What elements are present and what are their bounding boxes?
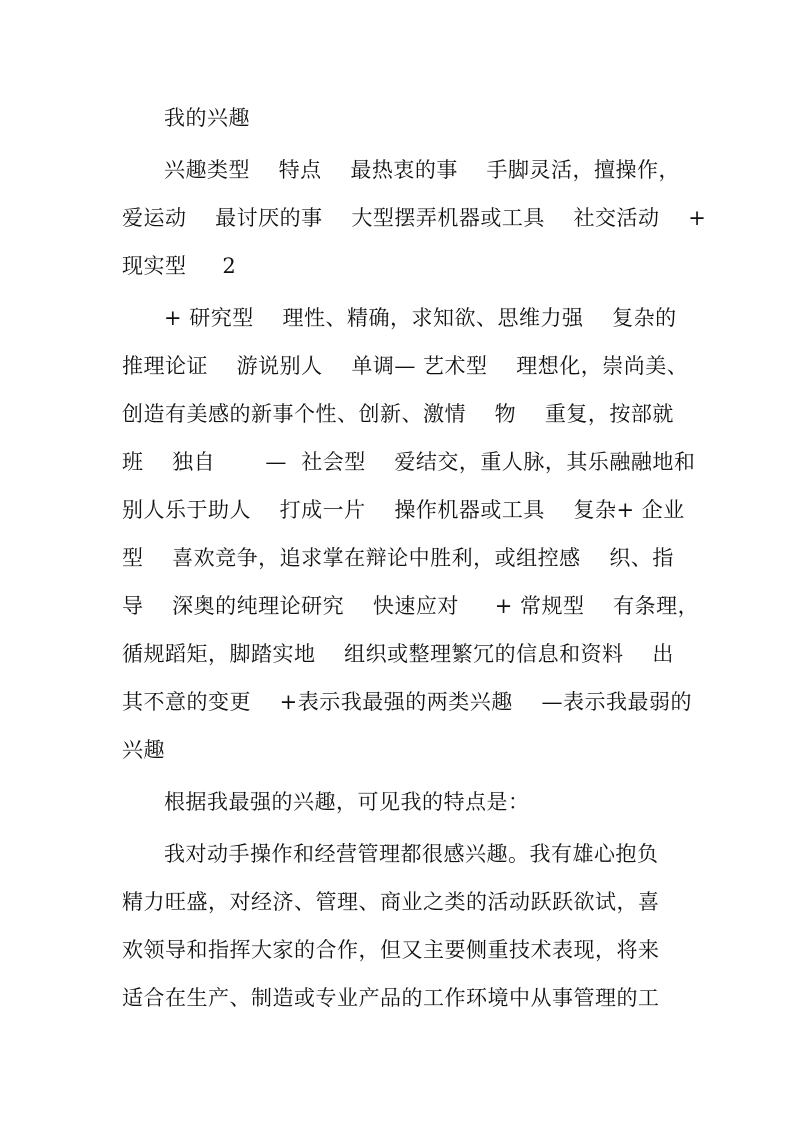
heading-my-interests: 我的兴趣 (164, 106, 250, 130)
paragraph-line: 根据我最强的兴趣，可见我的特点是： (164, 790, 530, 814)
paragraph-line: 推理论证 游说别人 单调— 艺术型 理想化，崇尚美、 (122, 354, 689, 378)
paragraph-line: 型 喜欢竞争，追求掌在辩论中胜利，或组控感 织、指 (122, 546, 674, 570)
paragraph-line: 兴趣 (122, 738, 165, 762)
paragraph-line: 班 独自 — 社会型 爱结交，重人脉，其乐融融地和 (122, 450, 696, 474)
paragraph-line: 兴趣类型 特点 最热衷的事 手脚灵活，擅操作， (164, 158, 681, 182)
paragraph-line: + 研究型 理性、精确，求知欲、思维力强 复杂的 (164, 306, 677, 330)
paragraph-line: 循规蹈矩，脚踏实地 组织或整理繁冗的信息和资料 出 (122, 642, 674, 666)
paragraph-line: 别人乐于助人 打成一片 操作机器或工具 复杂+ 企业 (122, 498, 685, 522)
paragraph-line: 适合在生产、制造或专业产品的工作环境中从事管理的工 (122, 986, 660, 1010)
paragraph-line: 创造有美感的新事个性、创新、激情 物 重复，按部就 (122, 402, 674, 426)
paragraph-line: 导 深奥的纯理论研究 快速应对 + 常规型 有条理， (122, 594, 700, 618)
paragraph-line: 我对动手操作和经营管理都很感兴趣。我有雄心抱负 (164, 842, 659, 866)
paragraph-line: 欢领导和指挥大家的合作，但又主要侧重技术表现，将来 (122, 938, 660, 962)
paragraph-line: 爱运动 最讨厌的事 大型摆弄机器或工具 社交活动 + (122, 206, 707, 230)
paragraph-line: 其不意的变更 +表示我最强的两类兴趣 —表示我最弱的 (122, 690, 692, 714)
paragraph-line: 精力旺盛，对经济、管理、商业之类的活动跃跃欲试，喜 (122, 890, 660, 914)
paragraph-line: 现实型 2 (122, 254, 237, 278)
